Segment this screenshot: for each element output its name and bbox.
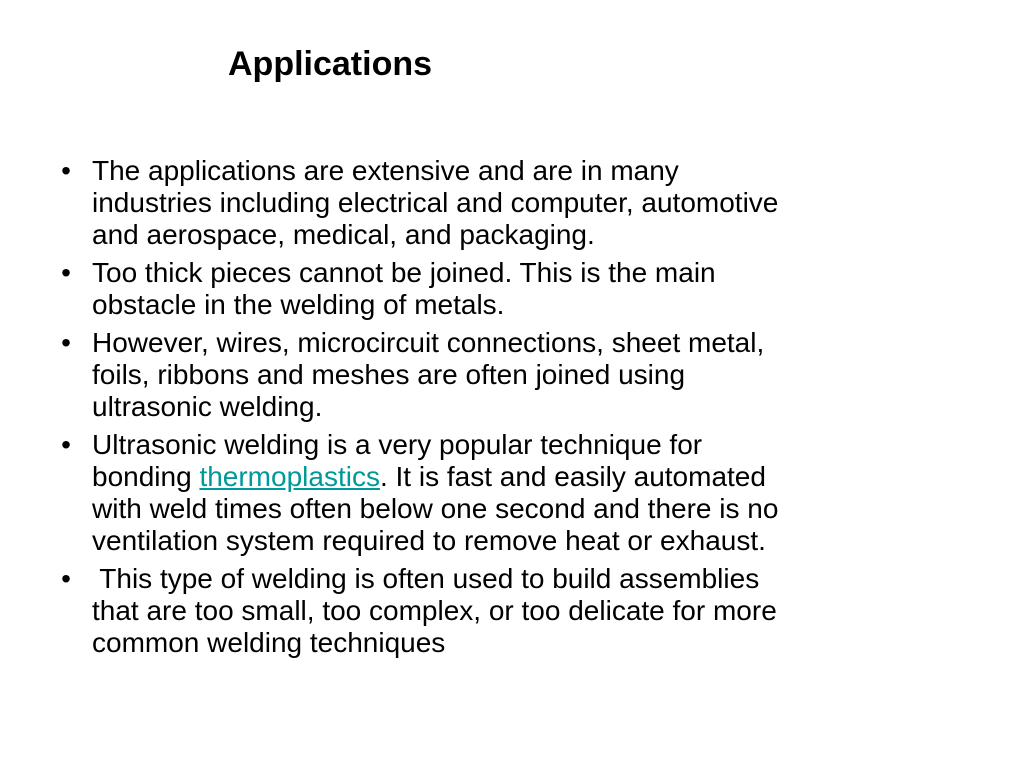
bullet-dot-icon: • [61, 155, 71, 186]
bullet-item-4 [0, 429, 1024, 557]
bullet-dot-icon: • [61, 563, 71, 594]
bullet-dot-icon: • [61, 429, 71, 460]
bullet-text [92, 429, 964, 557]
bullet-item-3 [0, 327, 1024, 423]
bullet-line: This type of welding is often used to build assemblies [92, 563, 760, 594]
bullet-line: with weld times often below one second and there is no [92, 493, 779, 524]
bullet-line-segment: . It is fast and easily automated [379, 461, 766, 492]
bullet-item-2 [0, 257, 1024, 321]
bullet-line: industries including electrical and computer, automotive [92, 187, 779, 218]
bullet-text [92, 155, 964, 251]
bullet-line: However, wires, microcircuit connections, sheet metal, [92, 327, 765, 358]
bullet-line: The applications are extensive and are in many [92, 155, 679, 186]
bullet-item-1 [0, 155, 1024, 251]
bullet-dot-icon: • [61, 257, 71, 288]
slide-title: Applications [228, 45, 433, 83]
bullet-line: obstacle in the welding of metals. [92, 289, 505, 320]
bullet-text [92, 257, 964, 321]
bullet-line: and aerospace, medical, and packaging. [92, 219, 595, 250]
bullet-text [92, 563, 964, 659]
bullet-list [0, 155, 1024, 665]
bullet-line: that are too small, too complex, or too delicate for more [92, 595, 777, 626]
bullet-line: common welding techniques [92, 627, 446, 658]
bullet-line: foils, ribbons and meshes are often joined using [92, 359, 686, 390]
bullet-line [92, 461, 964, 493]
bullet-text [92, 327, 964, 423]
bullet-item-5 [0, 563, 1024, 659]
bullet-line: Too thick pieces cannot be joined. This is the main [92, 257, 716, 288]
bullet-line: Ultrasonic welding is a very popular technique for [92, 429, 703, 460]
thermoplastics-link[interactable]: thermoplastics [199, 461, 380, 492]
bullet-line: ventilation system required to remove heat or exhaust. [92, 525, 766, 556]
bullet-line-segment: bonding [92, 461, 200, 492]
bullet-dot-icon: • [61, 327, 71, 358]
bullet-line: ultrasonic welding. [92, 391, 323, 422]
